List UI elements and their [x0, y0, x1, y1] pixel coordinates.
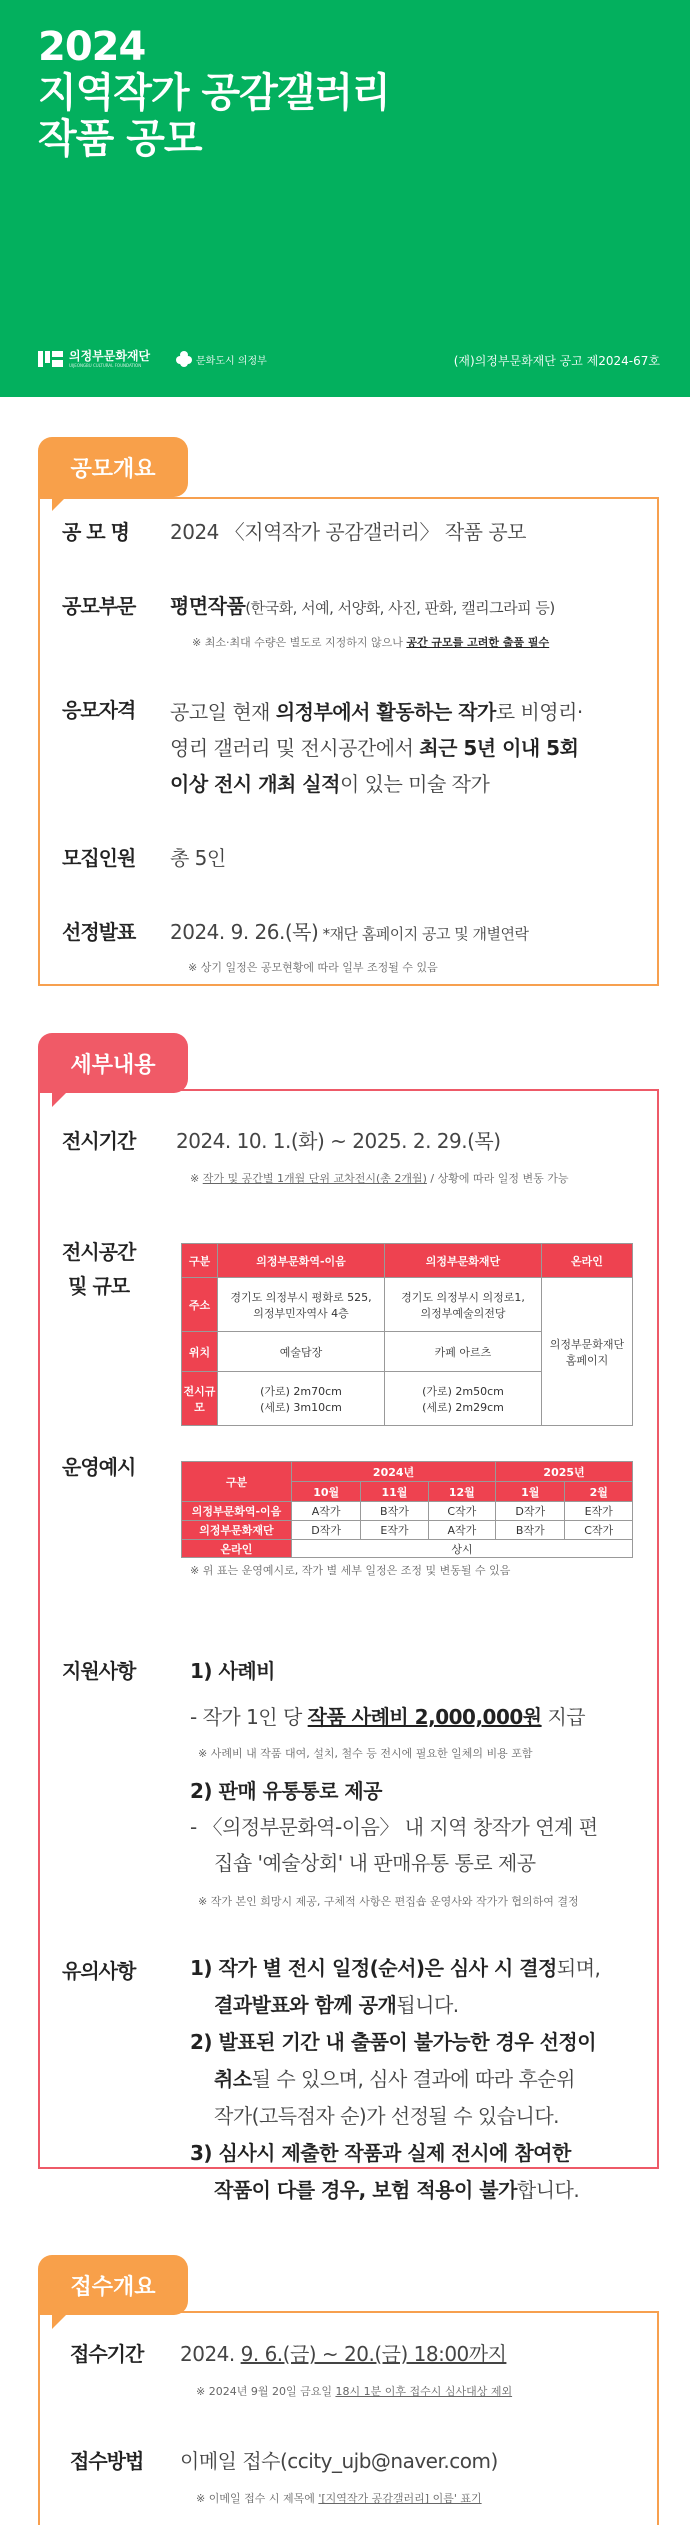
space-row-size: 전시규모	[182, 1372, 218, 1426]
details-tab-tail	[52, 1091, 68, 1107]
reception-tab-label: 접수개요	[70, 2274, 156, 2300]
city-logo	[176, 351, 267, 367]
op-th-month: 10월	[292, 1482, 361, 1502]
period-note-a: ※	[190, 1172, 203, 1185]
reception-period-label: 접수기간	[70, 2342, 144, 2366]
op-cell: E작가	[565, 1502, 633, 1521]
address-foundation-2: 의정부예술의전당	[420, 1306, 506, 1320]
op-note: ※ 위 표는 운영예시로, 작가 별 세부 일정은 조정 및 변동될 수 있음	[190, 1564, 511, 1577]
op-cell: D작가	[292, 1521, 361, 1540]
size-foundation-h: (세로) 2m29cm	[422, 1400, 504, 1414]
caution-label: 유의사항	[62, 1959, 136, 1983]
op-cell: B작가	[496, 1521, 565, 1540]
caution-3b-bold: 작품이 다를 경우, 보험 적용이 불가	[214, 2178, 517, 2202]
foundation-logo-text: 의정부문화재단	[69, 349, 151, 363]
method-note	[196, 2490, 482, 2506]
reception-period-a: 2024.	[180, 2342, 241, 2366]
period-note-c: / 상황에 따라 일정 변동 가능	[426, 1172, 569, 1185]
category-bold: 평면작품	[170, 594, 246, 618]
support-2-note: ※ 작가 본인 희망시 제공, 구체적 사항은 편집숍 운영사와 작가가 협의하여 결정	[198, 1895, 579, 1908]
recruit-label: 모집인원	[62, 846, 136, 870]
caution-1b-bold: 결과발표와 함께 공개	[214, 1993, 397, 2017]
flower-icon	[176, 351, 192, 367]
space-location-foundation: 카페 아르츠	[385, 1332, 542, 1372]
op-row-name: 의정부문화역-이음	[182, 1502, 292, 1521]
reception-tab-tail	[52, 2313, 68, 2329]
size-ieum-w: (가로) 2m70cm	[260, 1384, 342, 1398]
caution-2b-text: 될 수 있으며, 심사 결과에 따라 후순위	[251, 2067, 575, 2091]
details-tab	[38, 1033, 188, 1093]
city-logo-text: 문화도시 의정부	[196, 355, 267, 367]
space-size-ieum	[218, 1372, 385, 1426]
space-table	[181, 1243, 633, 1426]
period-note	[190, 1170, 569, 1186]
announce-value	[170, 916, 529, 945]
op-th-2025: 2025년	[496, 1462, 633, 1482]
space-address-foundation	[385, 1278, 542, 1332]
support-1-note: ※ 사례비 내 작품 대여, 설치, 철수 등 전시에 필요한 일체의 비용 포함	[198, 1747, 533, 1760]
op-th-2024: 2024년	[292, 1462, 496, 1482]
announce-extra: *재단 홈페이지 공고 및 개별연락	[318, 925, 529, 943]
caution-1b-text: 됩니다.	[396, 1993, 459, 2017]
space-size-foundation	[385, 1372, 542, 1426]
method-note-a: ※ 이메일 접수 시 제목에	[196, 2492, 319, 2505]
op-label: 운영예시	[62, 1455, 136, 1479]
reception-note-a: ※ 2024년 9월 20일 금요일	[196, 2385, 336, 2398]
space-row-address: 주소	[182, 1278, 218, 1332]
space-th-category: 구분	[182, 1244, 218, 1278]
space-row-location: 위치	[182, 1332, 218, 1372]
space-label	[62, 1235, 135, 1303]
op-table	[181, 1461, 633, 1558]
qual-l3a: 이상 전시 개최 실적	[170, 772, 340, 796]
qual-l1c: 로 비영리·	[495, 700, 583, 724]
op-row-name: 온라인	[182, 1540, 292, 1558]
name-value: 2024 〈지역작가 공감갤러리〉 작품 공모	[170, 520, 526, 544]
op-cell: C작가	[428, 1502, 496, 1521]
op-cell: A작가	[428, 1521, 496, 1540]
name-label: 공 모 명	[62, 520, 129, 544]
reception-period-b: 9. 6.(금) ~ 20.(금) 18:00까지	[240, 2342, 507, 2366]
support-2-line-1: - 〈의정부문화역-이음〉 내 지역 창작가 연계 편	[190, 1815, 598, 1839]
overview-tab-label: 공모개요	[70, 456, 156, 482]
op-th-month: 11월	[361, 1482, 428, 1502]
op-th-month: 1월	[496, 1482, 565, 1502]
qual-l1b: 의정부에서 활동하는 작가	[275, 700, 496, 724]
method-note-b: '[지역작가 공감갤러리] 이름' 표기	[318, 2492, 482, 2505]
support-1-b: 작품 사례비 2,000,000원	[307, 1705, 542, 1729]
announce-label: 선정발표	[62, 920, 136, 944]
qualification-value	[170, 694, 583, 802]
title-line-1: 지역작가 공감갤러리	[38, 70, 390, 116]
support-1-a: - 작가 1인 당	[190, 1705, 308, 1729]
reception-note-b: 18시 1분 이후 접수시 심사대상 제외	[335, 2385, 513, 2398]
caution-3a	[190, 2135, 600, 2172]
space-th-ieum: 의정부문화역-이음	[218, 1244, 385, 1278]
space-online-cell	[542, 1278, 633, 1426]
caution-1b	[190, 1987, 600, 2024]
size-foundation-w: (가로) 2m50cm	[422, 1384, 504, 1398]
caution-2a-bold: 2) 발표된 기간 내 출품이 불가능한 경우 선정이	[190, 2030, 597, 2054]
period-value: 2024. 10. 1.(화) ~ 2025. 2. 29.(목)	[176, 1129, 501, 1153]
qualification-label: 응모자격	[62, 698, 136, 722]
title-year: 2024	[38, 24, 146, 70]
overview-tab-tail	[52, 495, 68, 511]
qual-l1a: 공고일 현재	[170, 700, 276, 724]
address-ieum-1: 경기도 의정부시 평화로 525,	[230, 1290, 372, 1304]
foundation-logo-sub: UIJEONGBU CULTURAL FOUNDATION	[69, 363, 142, 368]
size-ieum-h: (세로) 3m10cm	[260, 1400, 342, 1414]
period-note-b: 작가 및 공간별 1개월 단위 교차전시(총 2개월)	[202, 1172, 427, 1185]
caution-3b	[190, 2172, 600, 2209]
support-2-title: 2) 판매 유통통로 제공	[190, 1779, 383, 1803]
space-label-1: 전시공간	[62, 1240, 136, 1264]
op-cell: A작가	[292, 1502, 361, 1521]
qual-l2b: 최근 5년 이내 5회	[419, 736, 579, 760]
recruit-value: 총 5인	[170, 846, 226, 870]
caution-2a	[190, 2024, 600, 2061]
op-th-corner: 구분	[182, 1462, 292, 1502]
op-row-foundation	[182, 1521, 633, 1540]
method-value: 이메일 접수(ccity_ujb@naver.com)	[180, 2449, 498, 2473]
support-2-line-2: 집숍 '예술상회' 내 판매유통 통로 제공	[214, 1851, 536, 1875]
support-2-body	[190, 1809, 598, 1881]
online-2: 홈페이지	[565, 1353, 609, 1367]
op-row-online	[182, 1540, 633, 1558]
op-cell: E작가	[361, 1521, 428, 1540]
op-row-name: 의정부문화재단	[182, 1521, 292, 1540]
op-cell: D작가	[496, 1502, 565, 1521]
category-note-b: 공간 규모를 고려한 출품 필수	[406, 636, 550, 649]
caution-list	[190, 1950, 600, 2209]
foundation-logo	[38, 349, 150, 369]
category-rest: (한국화, 서예, 서양화, 사진, 판화, 캘리그라피 등)	[245, 599, 555, 617]
reception-period-value	[180, 2338, 506, 2367]
op-th-month: 2월	[565, 1482, 633, 1502]
space-label-2: 및 규모	[68, 1274, 130, 1298]
space-th-online: 온라인	[542, 1244, 633, 1278]
op-row-ieum	[182, 1502, 633, 1521]
space-th-foundation: 의정부문화재단	[385, 1244, 542, 1278]
online-1: 의정부문화재단	[549, 1337, 625, 1351]
notice-number: (재)의정부문화재단 공고 제2024-67호	[453, 354, 660, 368]
page-title	[38, 24, 390, 162]
caution-1a-bold: 1) 작가 별 전시 일정(순서)은 심사 시 결정	[190, 1956, 557, 1980]
details-tab-label: 세부내용	[70, 1052, 156, 1078]
support-label: 지원사항	[62, 1659, 136, 1683]
caution-3b-text: 합니다.	[516, 2178, 580, 2202]
reception-tab	[38, 2255, 188, 2315]
caution-2b	[190, 2061, 600, 2098]
qual-l3b: 이 있는 미술 작가	[339, 772, 490, 796]
caution-3a-bold: 3) 심사시 제출한 작품과 실제 전시에 참여한	[190, 2141, 571, 2165]
reception-period-note	[196, 2383, 512, 2399]
support-1-body	[190, 1701, 585, 1730]
op-cell: B작가	[361, 1502, 428, 1521]
overview-tab	[38, 437, 188, 497]
op-cell: C작가	[565, 1521, 633, 1540]
op-th-month: 12월	[428, 1482, 496, 1502]
period-label: 전시기간	[62, 1129, 136, 1153]
qual-l2a: 영리 갤러리 및 전시공간에서	[170, 736, 420, 760]
announce-date: 2024. 9. 26.(목)	[170, 920, 319, 944]
header-banner	[0, 0, 690, 397]
category-note-a: ※ 최소·최대 수량은 별도로 지정하지 않으나	[192, 636, 407, 649]
caution-2c: 작가(고득점자 순)가 선정될 수 있습니다.	[214, 2104, 560, 2128]
foundation-logo-icon	[38, 349, 64, 369]
caution-2b-bold: 취소	[214, 2067, 252, 2091]
op-cell-online: 상시	[292, 1540, 633, 1558]
caution-1a	[190, 1950, 600, 1987]
announce-note: ※ 상기 일정은 공모현황에 따라 일부 조정될 수 있음	[188, 961, 438, 974]
method-label: 접수방법	[70, 2449, 144, 2473]
category-note	[192, 634, 549, 650]
category-value	[170, 590, 555, 619]
address-foundation-1: 경기도 의정부시 의정로1,	[401, 1290, 525, 1304]
address-ieum-2: 의정부민자역사 4층	[253, 1306, 349, 1320]
support-1-c: 지급	[541, 1705, 586, 1729]
space-address-ieum	[218, 1278, 385, 1332]
support-1-title: 1) 사례비	[190, 1659, 275, 1683]
space-location-ieum: 예술담장	[218, 1332, 385, 1372]
title-line-2: 작품 공모	[38, 116, 202, 162]
caution-1a-text: 되며,	[556, 1956, 601, 1980]
category-label: 공모부문	[62, 594, 136, 618]
